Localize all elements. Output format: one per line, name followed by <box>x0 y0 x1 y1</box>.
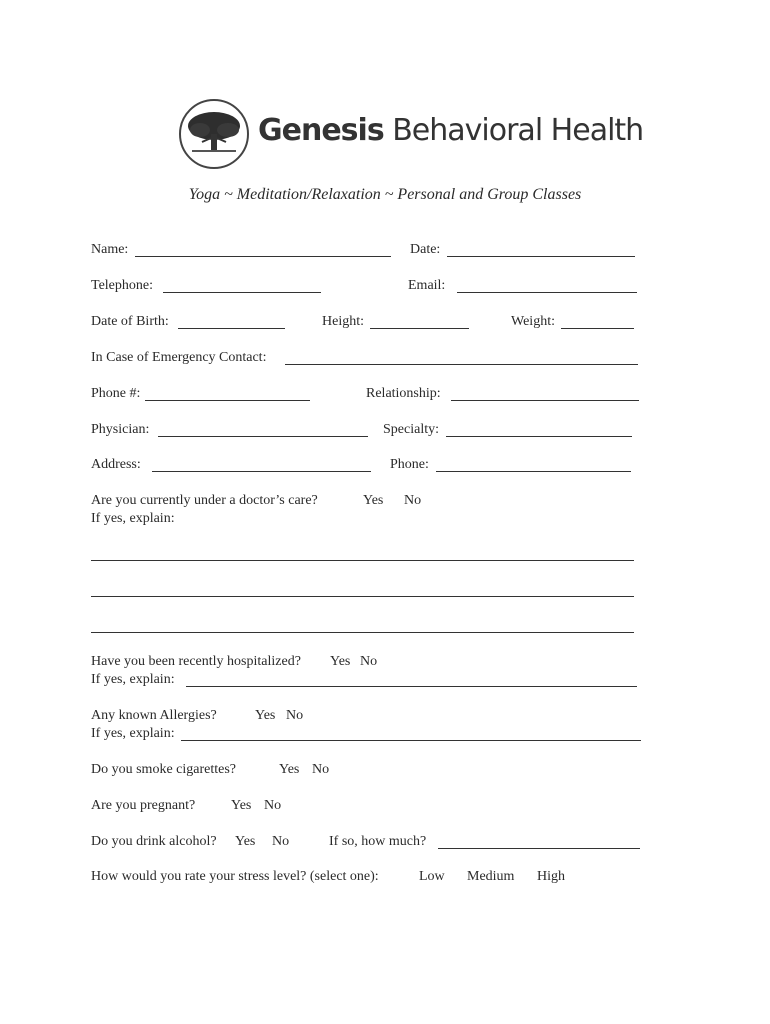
email-label: Email: <box>408 278 446 293</box>
doctor-care-explain-line-2[interactable] <box>91 581 634 597</box>
address-label: Address: <box>91 457 141 472</box>
telephone-label: Telephone: <box>91 278 153 293</box>
smoke-yes-option[interactable]: Yes <box>279 762 300 777</box>
allergies-explain-field[interactable] <box>181 725 641 741</box>
pregnant-question: Are you pregnant? <box>91 798 196 813</box>
name-label: Name: <box>91 242 129 257</box>
dob-field[interactable] <box>178 313 285 329</box>
doctor-care-question: Are you currently under a doctor’s care? <box>91 493 318 508</box>
address-field[interactable] <box>152 456 371 472</box>
alcohol-question: Do you drink alcohol? <box>91 834 217 849</box>
physician-label: Physician: <box>91 422 150 437</box>
email-field[interactable] <box>457 277 637 293</box>
relationship-field[interactable] <box>451 385 639 401</box>
stress-high-option[interactable]: High <box>537 869 565 884</box>
hospitalized-no-option[interactable]: No <box>360 654 378 669</box>
weight-field[interactable] <box>561 313 634 329</box>
physician-field[interactable] <box>158 421 368 437</box>
allergies-yes-option[interactable]: Yes <box>255 708 276 723</box>
smoke-no-option[interactable]: No <box>312 762 330 777</box>
date-label: Date: <box>410 242 441 257</box>
alcohol-no-option[interactable]: No <box>272 834 290 849</box>
page-subtitle: Yoga ~ Meditation/Relaxation ~ Personal and Group Classes <box>188 186 582 203</box>
phone-number-field[interactable] <box>145 385 310 401</box>
logo <box>178 98 250 175</box>
smoke-question: Do you smoke cigarettes? <box>91 762 237 777</box>
weight-label: Weight: <box>511 314 555 329</box>
specialty-field[interactable] <box>446 421 632 437</box>
tree-logo-icon <box>178 98 250 170</box>
height-label: Height: <box>322 314 364 329</box>
pregnant-yes-option[interactable]: Yes <box>231 798 252 813</box>
alcohol-amount-field[interactable] <box>438 833 640 849</box>
phone-number-label: Phone #: <box>91 386 141 401</box>
brand-name-rest: Behavioral Health <box>392 113 644 148</box>
relationship-label: Relationship: <box>366 386 441 401</box>
emergency-contact-label: In Case of Emergency Contact: <box>91 350 267 365</box>
allergies-question: Any known Allergies? <box>91 708 217 723</box>
date-field[interactable] <box>447 241 635 257</box>
hospitalized-question: Have you been recently hospitalized? <box>91 654 301 669</box>
phone-field[interactable] <box>436 456 631 472</box>
pregnant-no-option[interactable]: No <box>264 798 282 813</box>
alcohol-yes-option[interactable]: Yes <box>235 834 256 849</box>
doctor-care-explain-label: If yes, explain: <box>91 511 175 526</box>
hospitalized-yes-option[interactable]: Yes <box>330 654 351 669</box>
brand-name <box>258 113 643 148</box>
allergies-explain-label: If yes, explain: <box>91 726 175 741</box>
telephone-field[interactable] <box>163 277 321 293</box>
doctor-care-explain-line-1[interactable] <box>91 545 634 561</box>
emergency-contact-field[interactable] <box>285 349 638 365</box>
doctor-care-explain-line-3[interactable] <box>91 617 634 633</box>
stress-medium-option[interactable]: Medium <box>467 869 515 884</box>
phone-label: Phone: <box>390 457 429 472</box>
doctor-care-yes-option[interactable]: Yes <box>363 493 384 508</box>
stress-low-option[interactable]: Low <box>419 869 445 884</box>
doctor-care-no-option[interactable]: No <box>404 493 422 508</box>
dob-label: Date of Birth: <box>91 314 169 329</box>
hospitalized-explain-field[interactable] <box>186 671 637 687</box>
name-field[interactable] <box>135 241 391 257</box>
brand-name-bold: Genesis <box>258 113 384 148</box>
height-field[interactable] <box>370 313 469 329</box>
hospitalized-explain-label: If yes, explain: <box>91 672 175 687</box>
allergies-no-option[interactable]: No <box>286 708 304 723</box>
specialty-label: Specialty: <box>383 422 439 437</box>
alcohol-amount-label: If so, how much? <box>329 834 427 849</box>
stress-question: How would you rate your stress level? (select one): <box>91 869 379 884</box>
